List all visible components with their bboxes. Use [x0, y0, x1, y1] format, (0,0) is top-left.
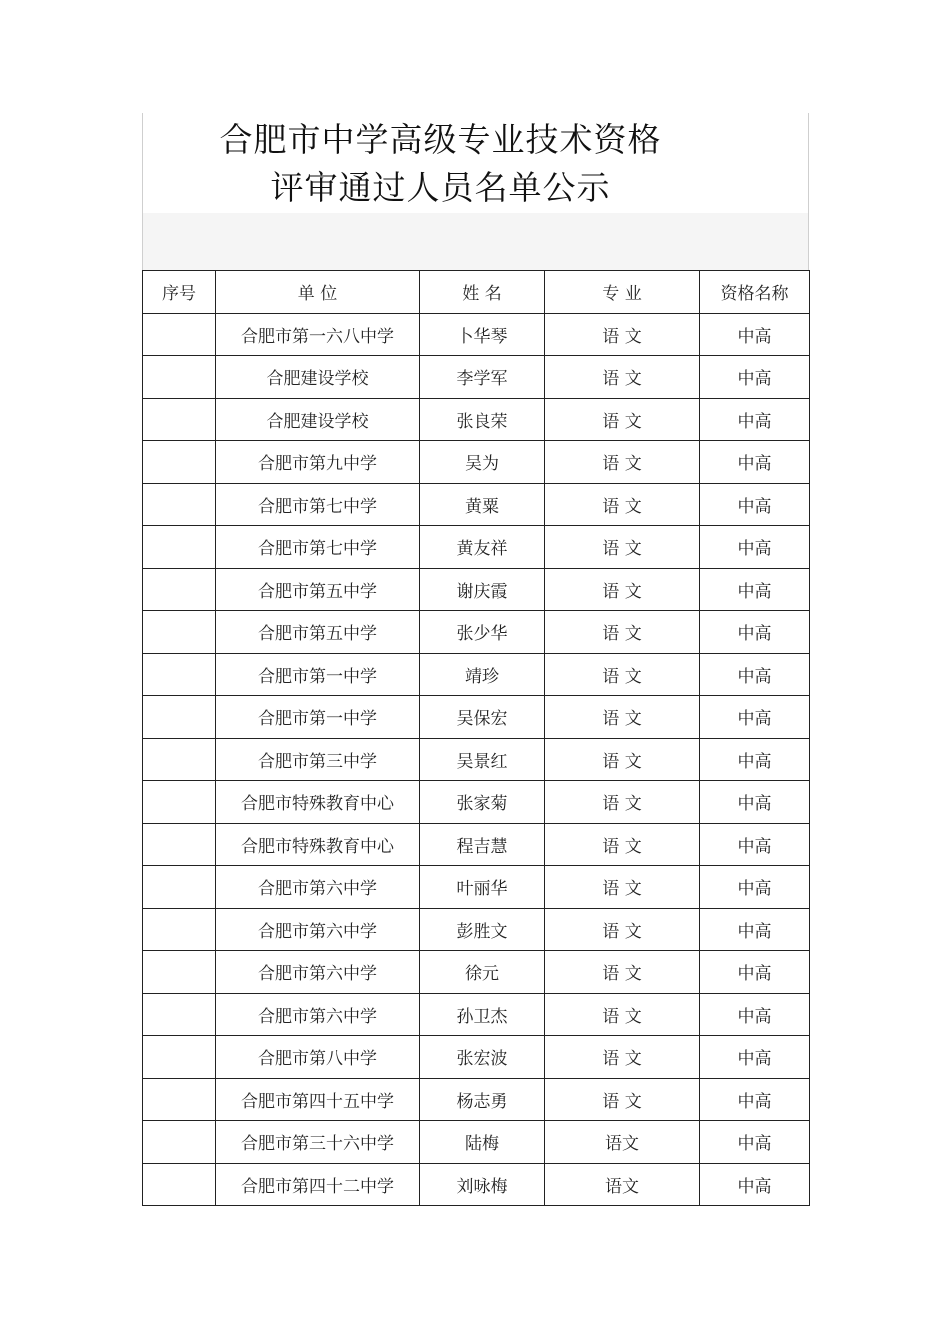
cell-qualification: 中高 [700, 908, 810, 951]
cell-major: 语 文 [545, 823, 700, 866]
table-row [143, 993, 810, 1036]
cell-seq [143, 568, 216, 611]
cell-major: 语 文 [545, 951, 700, 994]
cell-name: 吴景红 [420, 738, 545, 781]
cell-name: 李学军 [420, 356, 545, 399]
cell-unit: 合肥市第八中学 [216, 1036, 420, 1079]
cell-seq [143, 1078, 216, 1121]
cell-qualification: 中高 [700, 823, 810, 866]
cell-unit: 合肥市第五中学 [216, 568, 420, 611]
table-row [143, 1121, 810, 1164]
cell-major: 语 文 [545, 993, 700, 1036]
cell-seq [143, 781, 216, 824]
table-row [143, 568, 810, 611]
cell-unit: 合肥市第一中学 [216, 653, 420, 696]
cell-name: 吴为 [420, 441, 545, 484]
cell-qualification: 中高 [700, 738, 810, 781]
cell-name: 孙卫杰 [420, 993, 545, 1036]
cell-qualification: 中高 [700, 1163, 810, 1206]
cell-major: 语 文 [545, 738, 700, 781]
cell-qualification: 中高 [700, 951, 810, 994]
cell-name: 张宏波 [420, 1036, 545, 1079]
roster-table [142, 270, 810, 1206]
cell-name: 彭胜文 [420, 908, 545, 951]
cell-major: 语 文 [545, 313, 700, 356]
cell-major: 语文 [545, 1163, 700, 1206]
cell-major: 语 文 [545, 526, 700, 569]
cell-name: 黄友祥 [420, 526, 545, 569]
cell-seq [143, 908, 216, 951]
cell-unit: 合肥市特殊教育中心 [216, 823, 420, 866]
header-major: 专 业 [545, 271, 700, 314]
table-body [143, 313, 810, 1206]
cell-unit: 合肥市第三中学 [216, 738, 420, 781]
cell-name: 黄粟 [420, 483, 545, 526]
cell-name: 刘咏梅 [420, 1163, 545, 1206]
header-name: 姓 名 [420, 271, 545, 314]
cell-major: 语 文 [545, 483, 700, 526]
cell-qualification: 中高 [700, 441, 810, 484]
cell-seq [143, 653, 216, 696]
cell-seq [143, 696, 216, 739]
cell-major: 语文 [545, 1121, 700, 1164]
cell-major: 语 文 [545, 398, 700, 441]
cell-major: 语 文 [545, 696, 700, 739]
cell-qualification: 中高 [700, 313, 810, 356]
cell-major: 语 文 [545, 1078, 700, 1121]
cell-seq [143, 441, 216, 484]
cell-name: 叶丽华 [420, 866, 545, 909]
table-row [143, 653, 810, 696]
cell-name: 陆梅 [420, 1121, 545, 1164]
table-row [143, 356, 810, 399]
cell-major: 语 文 [545, 908, 700, 951]
table-row [143, 738, 810, 781]
table-row [143, 908, 810, 951]
table-row [143, 483, 810, 526]
cell-name: 杨志勇 [420, 1078, 545, 1121]
cell-qualification: 中高 [700, 398, 810, 441]
cell-name: 徐元 [420, 951, 545, 994]
cell-name: 张良荣 [420, 398, 545, 441]
cell-name: 卜华琴 [420, 313, 545, 356]
cell-qualification: 中高 [700, 356, 810, 399]
cell-seq [143, 1121, 216, 1164]
table-row [143, 1078, 810, 1121]
document-title-line-1: 合肥市中学高级专业技术资格 [219, 120, 662, 159]
cell-qualification: 中高 [700, 866, 810, 909]
cell-name: 谢庆霞 [420, 568, 545, 611]
cell-seq [143, 823, 216, 866]
cell-major: 语 文 [545, 653, 700, 696]
table-row [143, 398, 810, 441]
table-row [143, 1036, 810, 1079]
header-seq: 序号 [143, 271, 216, 314]
cell-unit: 合肥市第一六八中学 [216, 313, 420, 356]
cell-qualification: 中高 [700, 611, 810, 654]
cell-seq [143, 951, 216, 994]
cell-unit: 合肥市第七中学 [216, 526, 420, 569]
cell-qualification: 中高 [700, 1036, 810, 1079]
cell-seq [143, 993, 216, 1036]
cell-name: 张家菊 [420, 781, 545, 824]
cell-unit: 合肥市第一中学 [216, 696, 420, 739]
cell-unit: 合肥市第六中学 [216, 908, 420, 951]
cell-major: 语 文 [545, 781, 700, 824]
cell-name: 吴保宏 [420, 696, 545, 739]
cell-name: 靖珍 [420, 653, 545, 696]
document-title-line-2: 评审通过人员名单公示 [270, 168, 611, 207]
table-row [143, 441, 810, 484]
cell-major: 语 文 [545, 568, 700, 611]
cell-major: 语 文 [545, 866, 700, 909]
cell-major: 语 文 [545, 441, 700, 484]
title-block [142, 113, 809, 270]
cell-seq [143, 738, 216, 781]
cell-name: 张少华 [420, 611, 545, 654]
cell-qualification: 中高 [700, 696, 810, 739]
cell-major: 语 文 [545, 1036, 700, 1079]
table-row [143, 526, 810, 569]
cell-major: 语 文 [545, 356, 700, 399]
header-qualification: 资格名称 [700, 271, 810, 314]
cell-seq [143, 526, 216, 569]
cell-seq [143, 866, 216, 909]
cell-seq [143, 1163, 216, 1206]
table-row [143, 313, 810, 356]
cell-qualification: 中高 [700, 526, 810, 569]
table-row [143, 866, 810, 909]
cell-seq [143, 1036, 216, 1079]
cell-qualification: 中高 [700, 568, 810, 611]
cell-qualification: 中高 [700, 483, 810, 526]
cell-unit: 合肥建设学校 [216, 398, 420, 441]
header-unit: 单 位 [216, 271, 420, 314]
cell-unit: 合肥市第四十二中学 [216, 1163, 420, 1206]
cell-unit: 合肥市第六中学 [216, 993, 420, 1036]
cell-unit: 合肥市第九中学 [216, 441, 420, 484]
table-header-row [143, 271, 810, 314]
cell-seq [143, 611, 216, 654]
cell-unit: 合肥市第六中学 [216, 866, 420, 909]
cell-name: 程吉慧 [420, 823, 545, 866]
cell-major: 语 文 [545, 611, 700, 654]
cell-qualification: 中高 [700, 781, 810, 824]
table-row [143, 611, 810, 654]
cell-unit: 合肥市第七中学 [216, 483, 420, 526]
cell-seq [143, 398, 216, 441]
cell-qualification: 中高 [700, 993, 810, 1036]
table-row [143, 823, 810, 866]
table-row [143, 696, 810, 739]
cell-unit: 合肥市第五中学 [216, 611, 420, 654]
cell-qualification: 中高 [700, 653, 810, 696]
table-row [143, 1163, 810, 1206]
cell-unit: 合肥建设学校 [216, 356, 420, 399]
cell-unit: 合肥市第四十五中学 [216, 1078, 420, 1121]
cell-seq [143, 356, 216, 399]
cell-seq [143, 313, 216, 356]
table-row [143, 951, 810, 994]
cell-unit: 合肥市特殊教育中心 [216, 781, 420, 824]
table-row [143, 781, 810, 824]
cell-seq [143, 483, 216, 526]
cell-unit: 合肥市第六中学 [216, 951, 420, 994]
cell-qualification: 中高 [700, 1121, 810, 1164]
cell-qualification: 中高 [700, 1078, 810, 1121]
cell-unit: 合肥市第三十六中学 [216, 1121, 420, 1164]
